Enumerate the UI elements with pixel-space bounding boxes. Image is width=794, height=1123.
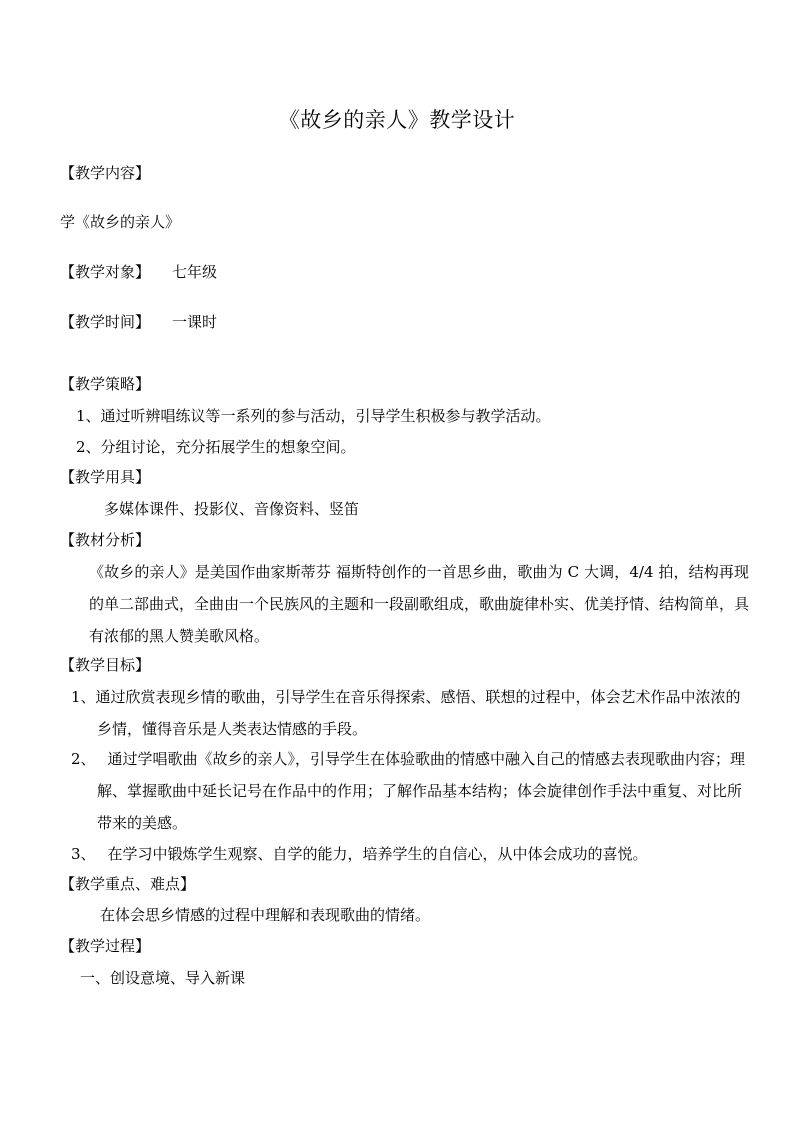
analysis-text: 《故乡的亲人》是美国作曲家斯蒂芬 福斯特创作的一首思乡曲，歌曲为 C 大调，4/4 拍，结构再现的单二部曲式，全曲由一个民族风的主题和一段副歌组成，歌曲旋律朴实、优美抒情、结构简单，具有浓郁的黑人赞美歌风格。 <box>89 563 750 645</box>
process-heading: 【教学过程】 <box>60 937 151 955</box>
content-text: 学《故乡的亲人》 <box>60 213 181 231</box>
analysis-heading: 【教材分析】 <box>60 531 151 549</box>
strategy-item-2: 2、分组讨论，充分拓展学生的想象空间。 <box>76 438 356 456</box>
target-text: 七年级 <box>172 263 218 281</box>
document-title: 《故乡的亲人》教学设计 <box>278 108 516 132</box>
strategy-heading: 【教学策略】 <box>60 375 151 393</box>
goal-text: 通过学唱歌曲《故乡的亲人》，引导学生在体验歌曲的情感中融入自己的情感去表现歌曲内容；理解、掌握歌曲中延长记号在作品中的作用；了解作品基本结构；体会旋律创作手法中重复、对比所带来的美感。 <box>97 750 746 832</box>
goal-number: 1、 <box>71 688 96 706</box>
goals-heading: 【教学目标】 <box>60 656 151 674</box>
content-heading: 【教学内容】 <box>60 164 151 182</box>
goal-item-1 <box>71 681 747 745</box>
tools-text: 多媒体课件、投影仪、音像资料、竖笛 <box>104 500 360 518</box>
goal-number: 3、 <box>71 845 96 863</box>
key-points-text: 在体会思乡情感的过程中理解和表现歌曲的情绪。 <box>100 906 431 924</box>
time-text: 一课时 <box>172 313 218 331</box>
goal-item-3 <box>71 838 747 870</box>
goal-item-2 <box>71 743 747 839</box>
goal-text: 通过欣赏表现乡情的歌曲，引导学生在音乐得探索、感悟、联想的过程中，体会艺术作品中浓浓的乡情，懂得音乐是人类表达情感的手段。 <box>95 688 741 738</box>
key-points-heading: 【教学重点、难点】 <box>60 875 196 893</box>
goal-number: 2、 <box>71 750 96 768</box>
process-item-1: 一、创设意境、导入新课 <box>80 969 246 987</box>
time-heading: 【教学时间】 <box>60 313 151 331</box>
target-heading: 【教学对象】 <box>60 263 151 281</box>
goal-text: 在学习中锻炼学生观察、自学的能力，培养学生的自信心，从中体会成功的喜悦。 <box>107 845 648 863</box>
strategy-item-1: 1、通过听辨唱练议等一系列的参与活动，引导学生积极参与教学活动。 <box>76 407 551 425</box>
tools-heading: 【教学用具】 <box>60 468 151 486</box>
